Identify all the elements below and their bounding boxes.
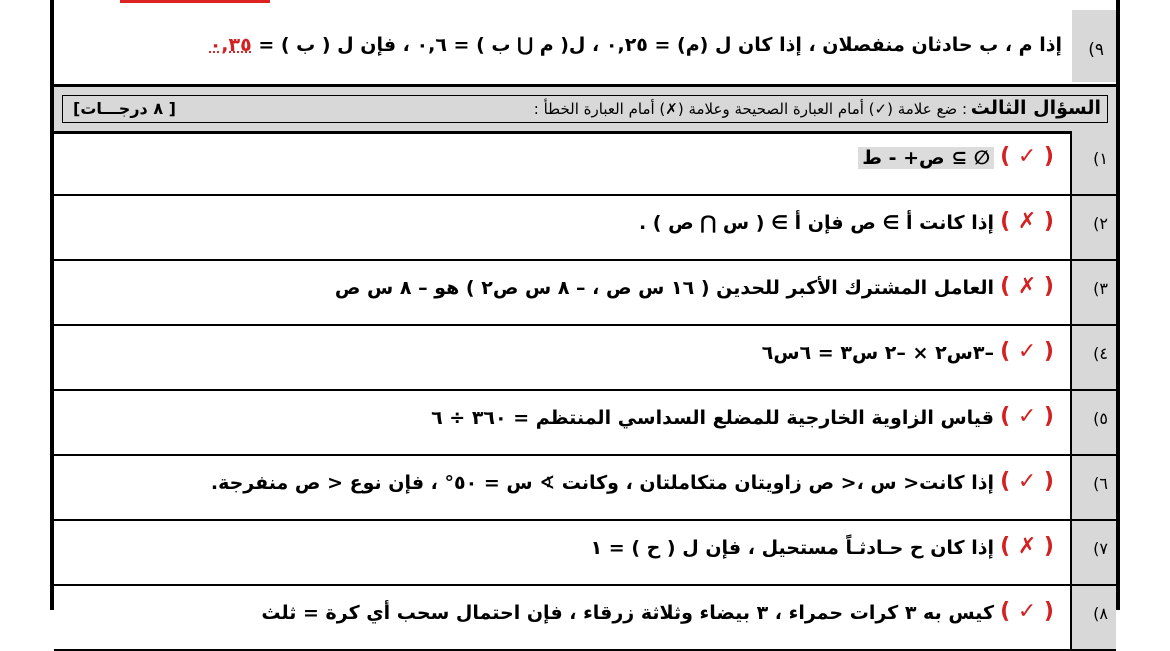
statement-row: [54, 196, 1116, 261]
answer-mark: ( ✓ ): [1000, 469, 1054, 494]
statement-number: ٥): [1093, 409, 1108, 428]
statement-text: إذا كانت< س ،< ص زاويتان متكاملتان ، وكانت ∢ س = ٥٠° ، فإن نوع < ص منفرجة.: [210, 472, 994, 494]
answer-mark: ( ✓ ): [1000, 599, 1054, 624]
statement-number-cell: [1070, 391, 1116, 454]
statement-text: إذا كان ح حـادثـاً مستحيل ، فإن ل ( ح ) = ١: [590, 537, 994, 559]
statement-row: [54, 326, 1116, 391]
question-text: [210, 34, 1062, 56]
statement-row: [54, 521, 1116, 586]
answer-mark: ( ✓ ): [1000, 339, 1054, 364]
statement-number-cell: [1070, 586, 1116, 649]
statement-number-cell: [1070, 261, 1116, 324]
statement-number-cell: [1070, 196, 1116, 259]
statement-number: ٨): [1093, 604, 1108, 623]
question-9: [54, 10, 1116, 82]
statement-row: [54, 131, 1116, 196]
question-answer: ٠,٣٥: [209, 34, 252, 56]
statement-text: إذا كانت أ ∋ ص فإن أ ∋ ( س ⋂ ص ) .: [638, 212, 994, 234]
question-statement: إذا م ، ب حادثان منفصلان ، إذا كان ل (م) = ٠,٢٥ ، ل( م ⋃ ب ) = ٠,٦ ، فإن ل ( ب ) =: [251, 34, 1062, 56]
question-number-cell: [1072, 10, 1116, 82]
answer-mark: ( ✓ ): [1000, 144, 1054, 169]
statement-number: ٦): [1093, 474, 1108, 493]
statement-text: كيس به ٣ كرات حمراء ، ٣ بيضاء وثلاثة زرقاء ، فإن احتمال سحب أي كرة = ثلث: [261, 602, 994, 624]
statement-row: [54, 261, 1116, 326]
statement-number: ٤): [1093, 344, 1108, 363]
section-instruction: : ضع علامة (✓) أمام العبارة الصحيحة وعلامة (✗) أمام العبارة الخطأ :: [533, 100, 967, 118]
answer-mark: ( ✗ ): [1000, 209, 1054, 234]
statements-list: [54, 131, 1116, 651]
answer-mark: ( ✗ ): [1000, 534, 1054, 559]
answer-mark: ( ✗ ): [1000, 274, 1054, 299]
page-border-right: [1116, 0, 1120, 610]
statement-number-cell: [1070, 326, 1116, 389]
section-title: السؤال الثالث: [970, 97, 1101, 119]
statement-number: ١): [1093, 149, 1108, 168]
statement-row: [54, 586, 1116, 651]
answer-mark: ( ✓ ): [1000, 404, 1054, 429]
statement-text: العامل المشترك الأكبر للحدين ( ١٦ س ص ، – ٨ س ص٢ ) هو – ٨ س ص: [334, 277, 994, 299]
statement-number: ٢): [1093, 214, 1108, 233]
section-header-box: [62, 95, 1108, 123]
statement-number: ٣): [1093, 279, 1108, 298]
statement-row: [54, 391, 1116, 456]
section-header: [54, 84, 1116, 134]
statement-number-cell: [1070, 521, 1116, 584]
section-grade: [ ٨ درجـــات]: [73, 99, 176, 118]
statement-text: قياس الزاوية الخارجية للمضلع السداسي المنتظم = ٣٦٠ ÷ ٦: [431, 407, 994, 429]
question-number: ٩): [1088, 40, 1104, 60]
statement-text: ∅ ⊇ ص+ - ط: [858, 147, 994, 169]
statement-number-cell: [1070, 456, 1116, 519]
statement-number-cell: [1070, 131, 1116, 194]
statement-text: –٣س٢ × –٢ س٣ = ٦س٦: [761, 342, 994, 364]
statement-row: [54, 456, 1116, 521]
statement-number: ٧): [1093, 539, 1108, 558]
cut-answer-underline: [120, 0, 270, 3]
